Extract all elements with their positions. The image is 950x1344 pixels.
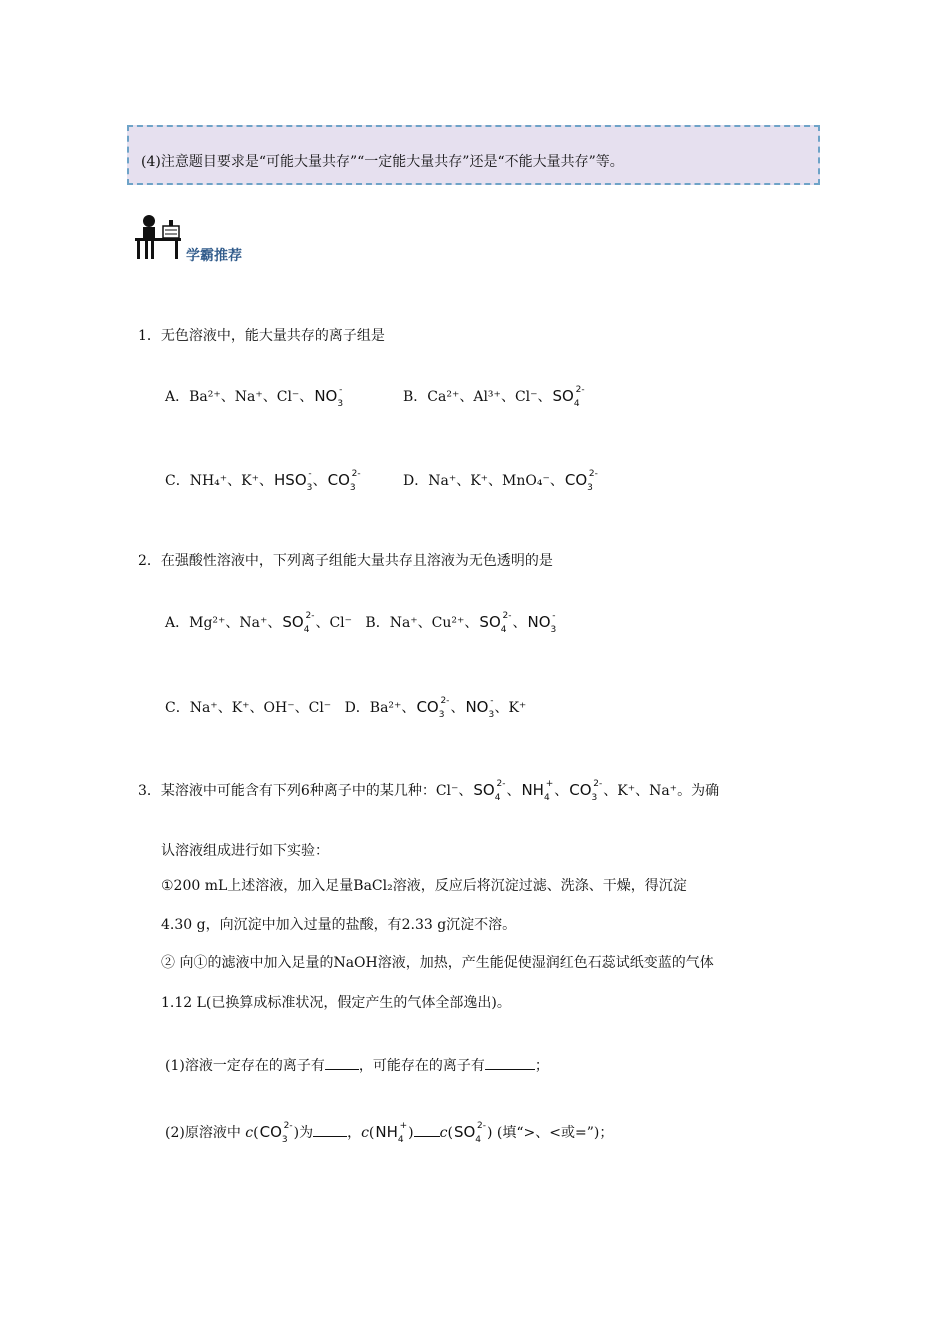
ion-co3: $CO_3^{2-}$ (259, 1121, 293, 1145)
q2-options-ab: A．Mg²⁺、Na⁺、$SO_4^{2-}$、Cl⁻ B．Na⁺、Cu²⁺、$SO_4^{2-}$、$NO_3^-$ (165, 611, 557, 635)
q3-exp2-line1: ② 向①的滤液中加入足量的NaOH溶液，加热，产生能促使湿润红色石蕊试纸变蓝的气体 (161, 955, 714, 971)
q1-stem: 1．无色溶液中，能大量共存的离子组是 (138, 328, 385, 344)
q2-option-b-text: B．Na⁺、Cu²⁺、 (365, 615, 479, 631)
q2-stem: 2．在强酸性溶液中，下列离子组能大量共存且溶液为无色透明的是 (138, 553, 553, 569)
ion-nh4: $NH_4^+$ (521, 779, 554, 803)
ion-so4: $SO_4^{2-}$ (479, 611, 512, 635)
ion-no3: $NO_3^-$ (314, 385, 344, 409)
ion-so4: $SO_4^{2-}$ (552, 385, 585, 409)
ion-nh4: $NH_4^+$ (375, 1121, 408, 1145)
answer-blank[interactable] (414, 1124, 440, 1137)
q3-exp1-line1: ①200 mL上述溶液，加入足量BaCl₂溶液，反应后将沉淀过滤、洗涤、干燥，得沉淀 (161, 878, 687, 894)
ion-so4: $SO_4^{2-}$ (453, 1121, 486, 1145)
ion-co3: $CO_3^{2-}$ (564, 469, 598, 493)
q1-option-c: C．NH₄⁺、K⁺、$HSO_3^-$、$CO_3^{2-}$ (165, 469, 361, 493)
q3-sub2: (2)原溶液中 $c(CO_3^{2-})$为 ，$c(NH_4^+)$ $c(SO_4^{2-})$ (填“>、<或=”)； (165, 1121, 614, 1145)
ion-no3: $NO_3^-$ (465, 696, 495, 720)
q1-option-c-text: C．NH₄⁺、K⁺、 (165, 473, 274, 489)
ion-co3: $CO_3^{2-}$ (416, 696, 450, 720)
answer-blank[interactable] (485, 1057, 535, 1070)
q1-option-b-text: B．Ca²⁺、Al³⁺、Cl⁻、 (403, 389, 552, 405)
q3-stem-line2: 认溶液组成进行如下实验： (161, 843, 329, 859)
ion-co3: $CO_3^{2-}$ (327, 469, 361, 493)
section-title: 学霸推荐 (186, 248, 242, 264)
q2-option-c-text: C．Na⁺、K⁺、OH⁻、Cl⁻ (165, 700, 332, 716)
q2-option-d-text: D．Ba²⁺、 (344, 700, 416, 716)
ion-so4: $SO_4^{2-}$ (473, 779, 506, 803)
answer-blank[interactable] (313, 1124, 347, 1137)
q1-option-a (165, 385, 344, 409)
tip-box (127, 125, 820, 185)
q1-option-a-text: A．Ba²⁺、Na⁺、Cl⁻、 (165, 389, 314, 405)
ion-hso3: $HSO_3^-$ (274, 469, 313, 493)
q3-stem: 3．某溶液中可能含有下列6种离子中的某几种：Cl⁻、$SO_4^{2-}$、$NH_4^+$、$CO_3^{2-}$、K⁺、Na⁺。为确 (138, 779, 720, 803)
ion-co3: $CO_3^{2-}$ (569, 779, 603, 803)
student-desk-icon (133, 212, 183, 260)
q1-option-d-text: D．Na⁺、K⁺、MnO₄⁻、 (403, 473, 564, 489)
q1-option-b (403, 385, 586, 409)
q2-option-a-text: A．Mg²⁺、Na⁺、 (165, 615, 282, 631)
ion-so4: $SO_4^{2-}$ (282, 611, 315, 635)
answer-blank[interactable] (325, 1057, 359, 1070)
q3-sub1: (1)溶液一定存在的离子有 ，可能存在的离子有 ； (165, 1058, 549, 1074)
ion-no3: $NO_3^-$ (527, 611, 557, 635)
q3-exp2-line2: 1.12 L(已换算成标准状况，假定产生的气体全部逸出)。 (161, 995, 511, 1011)
q1-option-d (403, 469, 599, 493)
q2-options-cd: C．Na⁺、K⁺、OH⁻、Cl⁻ D．Ba²⁺、$CO_3^{2-}$、$NO_3^-$、K⁺ (165, 696, 527, 720)
tip-item-4: (4)注意题目要求是“可能大量共存”“一定能大量共存”还是“不能大量共存”等。 (141, 154, 624, 170)
q3-exp1-line2: 4.30 g，向沉淀中加入过量的盐酸，有2.33 g沉淀不溶。 (161, 917, 517, 933)
